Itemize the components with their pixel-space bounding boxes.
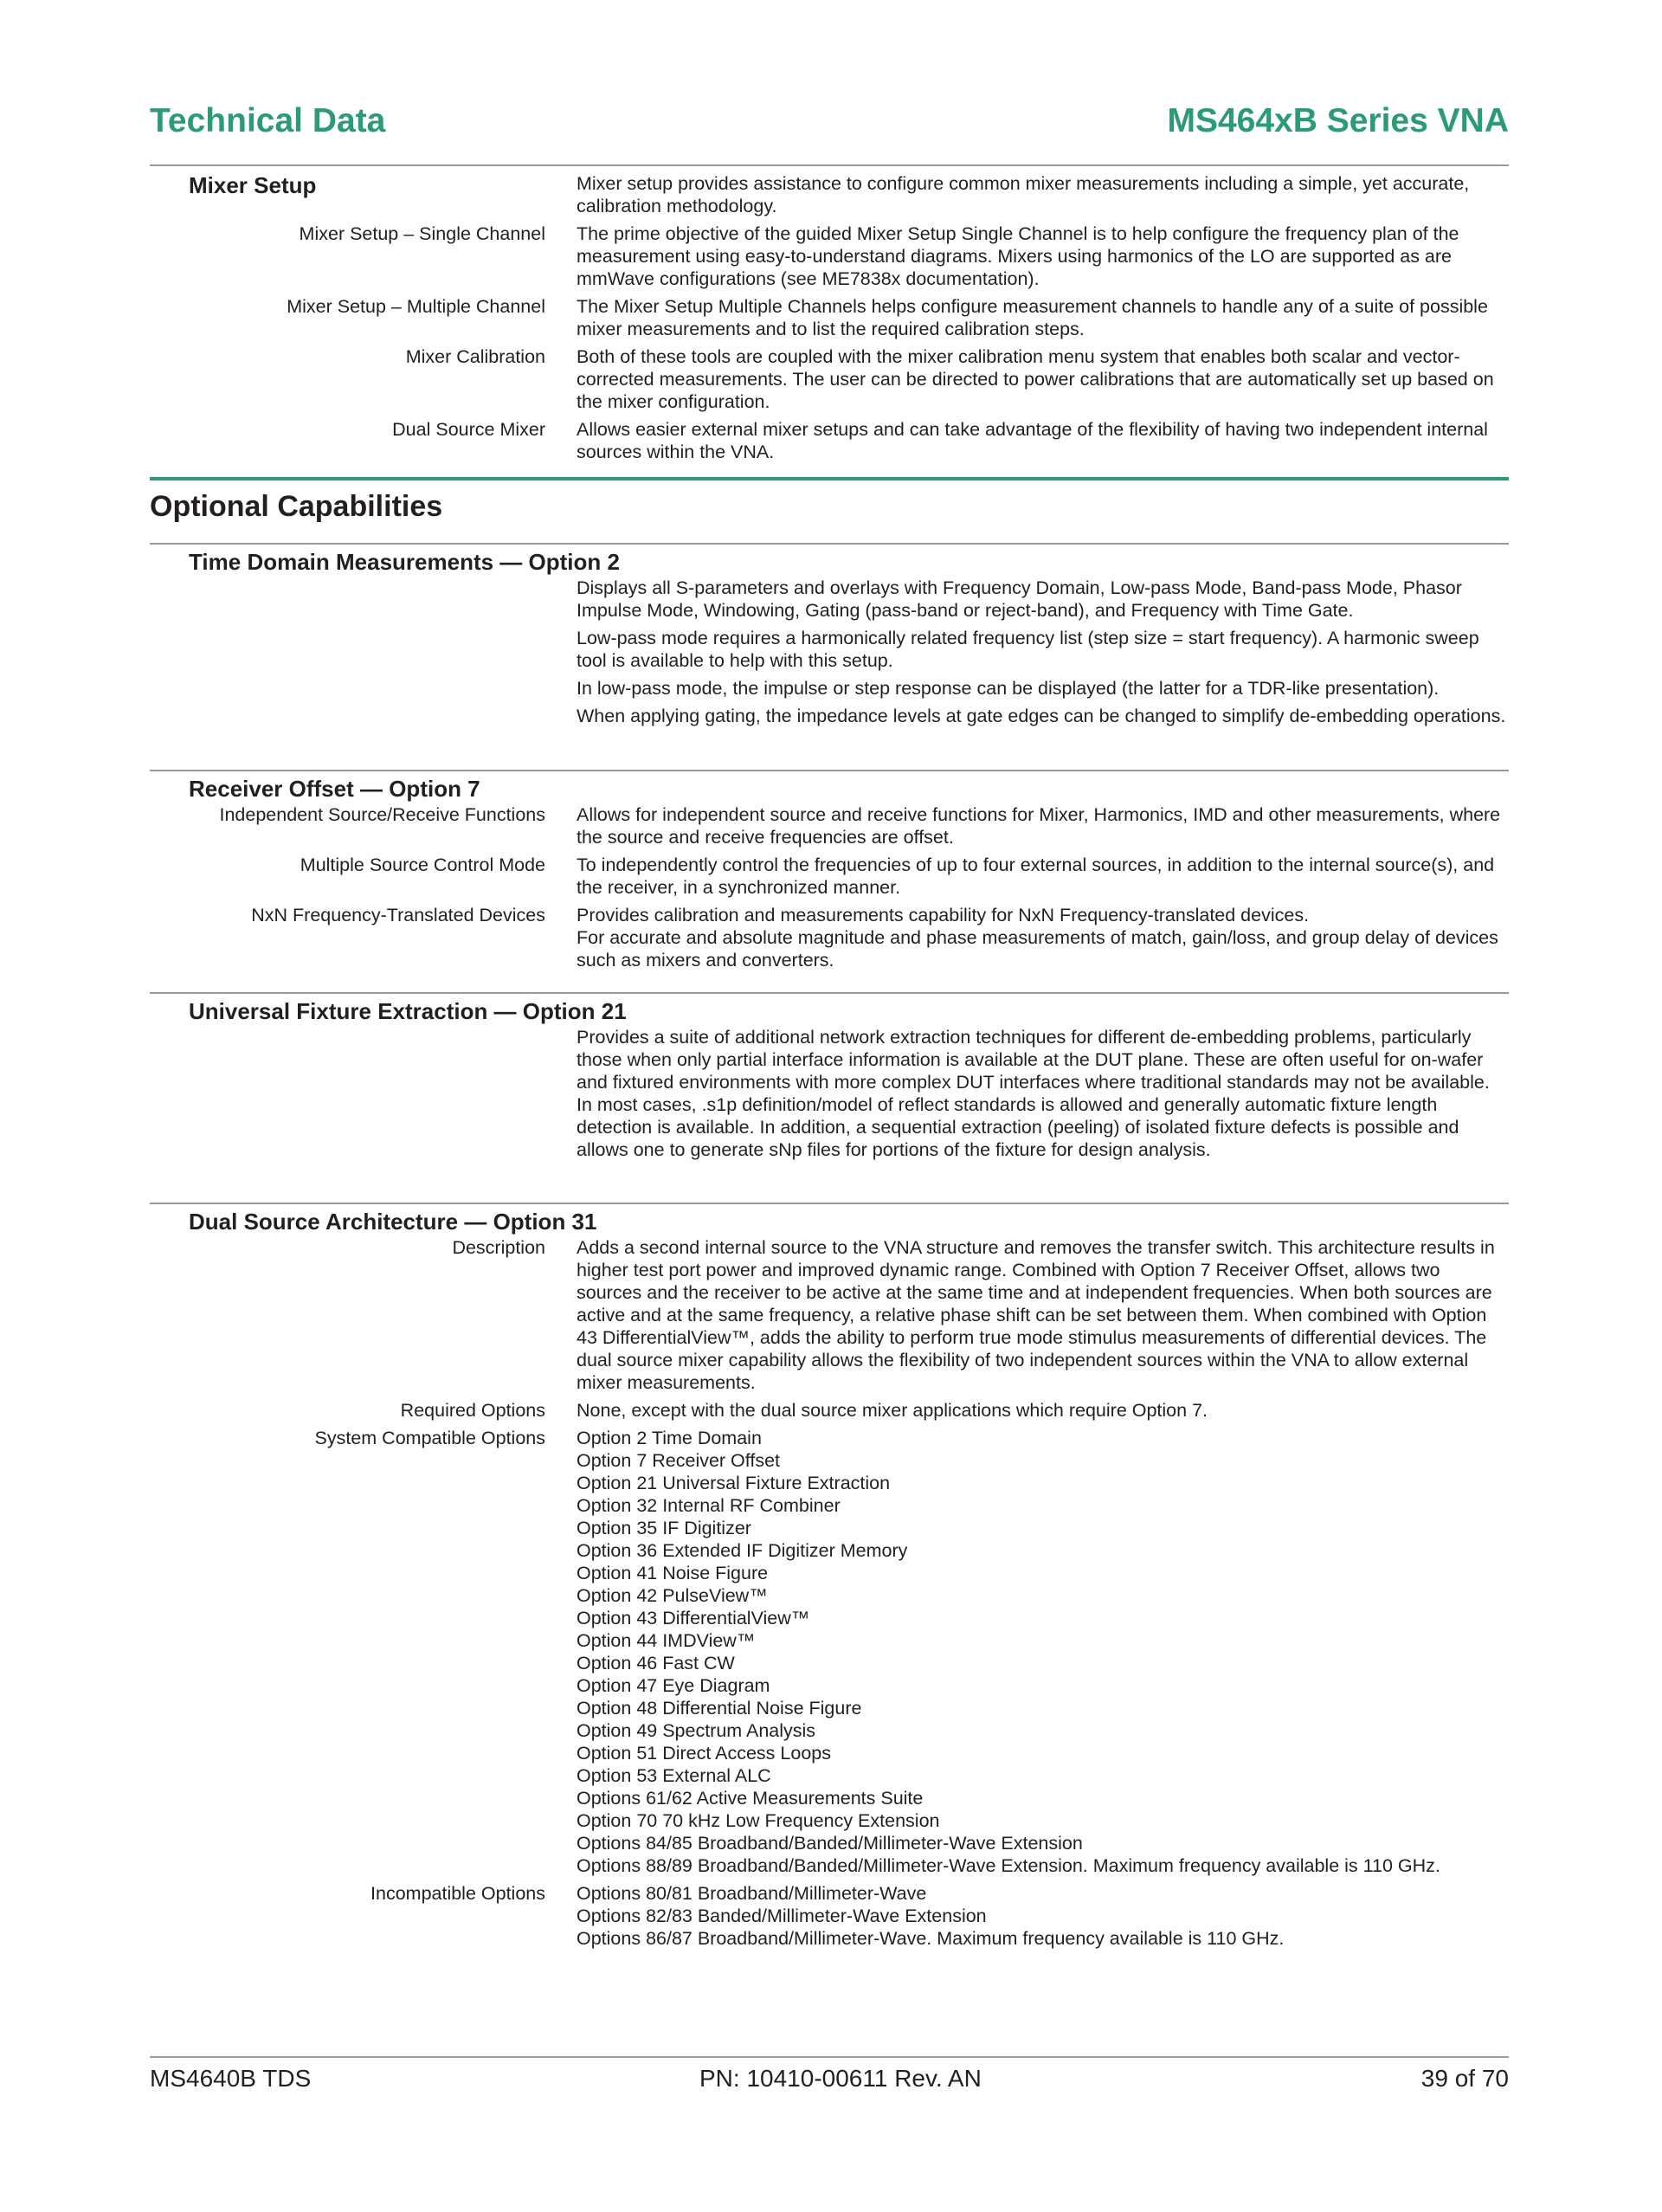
list-item: Options 88/89 Broadband/Banded/Millimeter-Wave Extension. Maximum frequency available is 110 GHz. <box>577 1855 1440 1876</box>
list-item: Option 2 Time Domain <box>577 1428 762 1448</box>
divider <box>150 1203 1509 1204</box>
list-item: Option 41 Noise Figure <box>577 1563 769 1583</box>
list-item: Option 7 Receiver Offset <box>577 1450 781 1471</box>
list-item: Options 61/62 Active Measurements Suite <box>577 1788 924 1809</box>
list-item: Option 36 Extended IF Digitizer Memory <box>577 1540 908 1561</box>
spec-label: Mixer Setup – Multiple Channel <box>287 296 545 317</box>
option-31-title: Dual Source Architecture — Option 31 <box>189 1209 597 1235</box>
list-item: Option 42 PulseView™ <box>577 1585 768 1606</box>
option-21-title: Universal Fixture Extraction — Option 21 <box>189 998 627 1024</box>
mixer-setup-title: Mixer Setup <box>189 172 317 198</box>
divider <box>150 543 1509 545</box>
list-item: Option 44 IMDView™ <box>577 1630 756 1651</box>
list-item: Option 53 External ALC <box>577 1765 771 1786</box>
page <box>150 0 1509 2212</box>
spec-value: To independently control the frequencies of up to four external sources, in addition to the internal source(s), and the receiver, in a synchronized manner. <box>577 854 1495 898</box>
spec-value: Adds a second internal source to the VNA structure and removes the transfer switch. This architecture results in higher test port power and improved dynamic range. Combined with Option 7 Receiver Offset, allows two sources and the receiver to be active at the same time and at independent frequencies. When both sources are active and at the same frequency, a relative phase shift can be set between them. When combined with Option 43 DifferentialView™, adds the ability to perform true mode stimulus measurements of differential devices. The dual source mixer capability allows the flexibility of two independent sources within the VNA to allow external mixer measurements. <box>577 1237 1495 1393</box>
list-item: Option 48 Differential Noise Figure <box>577 1698 862 1719</box>
list-item: Options 84/85 Broadband/Banded/Millimeter-Wave Extension <box>577 1833 1083 1854</box>
document-name: MS4640B TDS <box>150 2065 312 2092</box>
compatible-options-list <box>577 1427 1509 1877</box>
incompatible-options-list <box>577 1882 1509 1950</box>
divider <box>150 992 1509 994</box>
mixer-setup-section <box>150 172 1509 463</box>
option-2-section <box>150 547 1509 727</box>
section-heading: Technical Data <box>150 102 386 139</box>
spec-label: Independent Source/Receive Functions <box>219 804 545 825</box>
page-header <box>150 102 1509 154</box>
option-7-section <box>150 774 1509 971</box>
list-item: Options 82/83 Banded/Millimeter-Wave Extension <box>577 1906 987 1926</box>
page-number: 39 of 70 <box>1420 2065 1509 2092</box>
spec-value: The Mixer Setup Multiple Channels helps configure measurement channels to handle any of a suite of possible mixer measurements and to list the required calibration steps. <box>577 296 1488 339</box>
spec-label: NxN Frequency-Translated Devices <box>251 905 545 925</box>
list-item: Option 32 Internal RF Combiner <box>577 1495 841 1516</box>
divider <box>150 770 1509 771</box>
spec-value: None, except with the dual source mixer applications which require Option 7. <box>577 1400 1208 1421</box>
spec-label: Dual Source Mixer <box>392 419 545 440</box>
list-item: Options 80/81 Broadband/Millimeter-Wave <box>577 1883 927 1904</box>
option-2-title: Time Domain Measurements — Option 2 <box>189 549 620 575</box>
spec-value: Both of these tools are coupled with the mixer calibration menu system that enables both scalar and vector-corrected measurements. The user can be directed to power calibrations that are automatically set up based on the mixer configuration. <box>577 346 1494 412</box>
option-31-section <box>150 1207 1509 1950</box>
option-21-section <box>150 996 1509 1161</box>
list-item: Option 51 Direct Access Loops <box>577 1743 831 1764</box>
spec-value: Allows for independent source and receive functions for Mixer, Harmonics, IMD and other measurements, where the source and receive frequencies are offset. <box>577 804 1501 848</box>
spec-label: Required Options <box>400 1400 545 1421</box>
section-divider <box>150 477 1509 480</box>
option-21-description: Provides a suite of additional network extraction techniques for different de-embedding problems, particularly those when only partial interface information is available at the DUT plane. These are often useful for on-wafer and fixtured environments with more complex DUT interfaces where traditional standards may not be available. In most cases, .s1p definition/model of reflect standards is allowed and generally automatic fixture length detection is available. In addition, a sequential extraction (peeling) of isolated fixture defects is possible and allows one to generate sNp files for portions of the fixture for design analysis. <box>577 1027 1490 1160</box>
optional-capabilities-title: Optional Capabilities <box>150 490 443 523</box>
list-item: Option 35 IF Digitizer <box>577 1518 751 1538</box>
divider <box>150 164 1509 166</box>
spec-value: The prime objective of the guided Mixer Setup Single Channel is to help configure the frequency plan of the measurement using easy-to-understand diagrams. Mixers using harmonics of the LO are supported as are mmWave configurations (see ME7838x documentation). <box>577 223 1459 289</box>
spec-value: Provides calibration and measurements capability for NxN Frequency-translated devices. For accurate and absolute magnitude and phase measurements of match, gain/loss, and group delay of devices such as mixers and converters. <box>577 905 1498 971</box>
spec-label: System Compatible Options <box>314 1428 545 1448</box>
spec-label: Multiple Source Control Mode <box>300 854 545 875</box>
option-7-title: Receiver Offset — Option 7 <box>189 776 480 802</box>
footer-divider <box>150 2056 1509 2058</box>
spec-value: Allows easier external mixer setups and can take advantage of the flexibility of having two independent internal sources within the VNA. <box>577 419 1488 462</box>
spec-label: Mixer Calibration <box>405 346 545 367</box>
list-item: Option 49 Spectrum Analysis <box>577 1720 816 1741</box>
spec-label: Description <box>452 1237 545 1258</box>
list-item: Option 70 70 kHz Low Frequency Extension <box>577 1810 940 1831</box>
mixer-setup-intro: Mixer setup provides assistance to configure common mixer measurements including a simple, yet accurate, calibration methodology. <box>577 173 1470 216</box>
list-item: Options 86/87 Broadband/Millimeter-Wave. Maximum frequency available is 110 GHz. <box>577 1928 1285 1949</box>
product-title: MS464xB Series VNA <box>1167 102 1509 139</box>
spec-label: Mixer Setup – Single Channel <box>299 223 545 244</box>
list-item: Option 47 Eye Diagram <box>577 1675 770 1696</box>
spec-label: Incompatible Options <box>370 1883 545 1904</box>
option-2-description: Displays all S-parameters and overlays with Frequency Domain, Low-pass Mode, Band-pass Mode, Phasor Impulse Mode, Windowing, Gating (pass-band or reject-band), and Frequency with Time Gate. Low-pass mode requires a harmonically related frequency list (step size = start frequency). A harmonic sweep tool is available to help with this setup. In low-pass mode, the impulse or step response can be displayed (the latter for a TDR-like presentation). When applying gating, the impedance levels at gate edges can be changed to simplify de-embedding operations. <box>577 577 1506 726</box>
list-item: Option 21 Universal Fixture Extraction <box>577 1473 891 1493</box>
part-number: PN: 10410-00611 Rev. AN <box>699 2065 982 2092</box>
list-item: Option 46 Fast CW <box>577 1653 735 1674</box>
list-item: Option 43 DifferentialView™ <box>577 1608 810 1628</box>
